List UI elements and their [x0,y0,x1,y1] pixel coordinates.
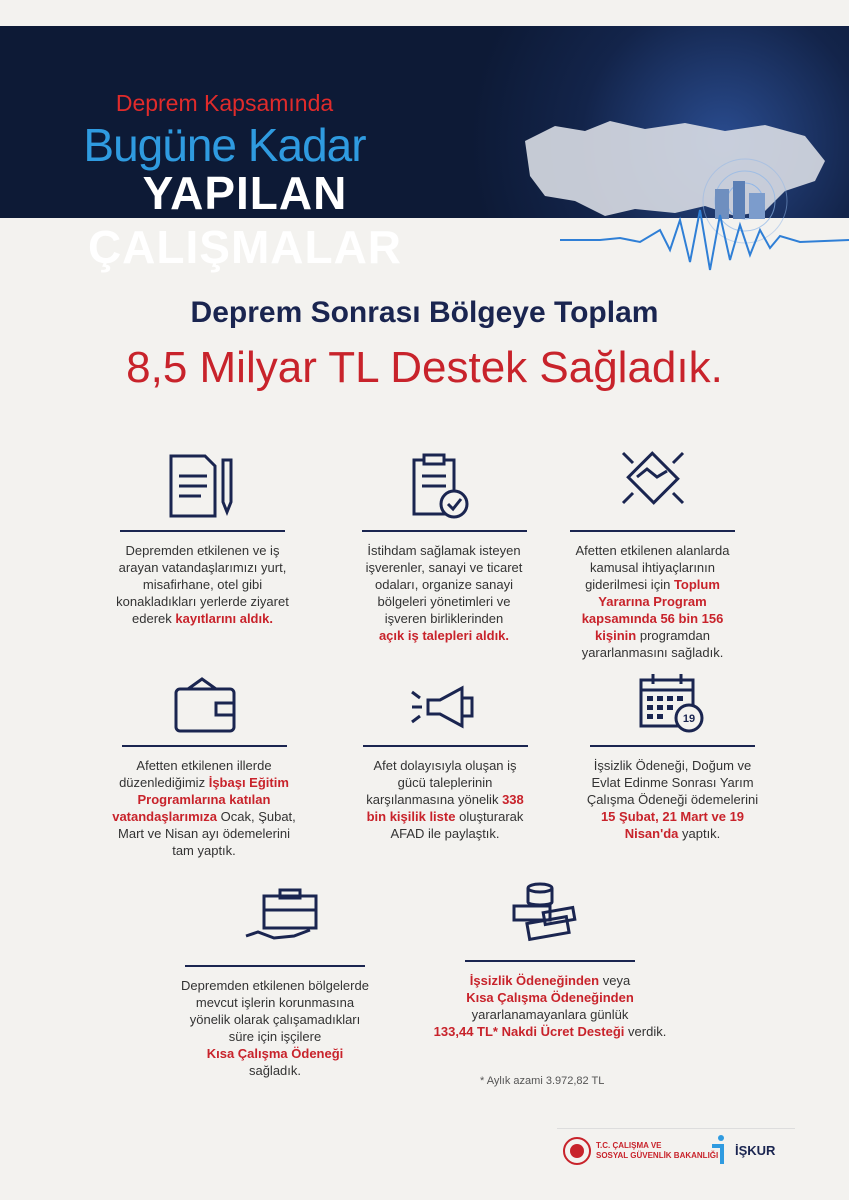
calendar-icon [637,672,705,734]
block-text-end: yaptık. [682,826,721,841]
block-text: İstihdam sağlamak isteyen işverenler, sanayi ve ticaret odaları, organize sanayi bölgeleri yönetimleri ve işveren birliklerinden [365,543,523,626]
block-text-2: yararlanamayanlara günlük [471,1007,629,1022]
clipboard-check-icon [408,452,472,522]
block-text: Depremden etkilenen bölgelerde mevcut işlerin korunmasına yönelik olarak çalışamadıkları süre için işçilere [181,978,369,1044]
iskur-name: İŞKUR [735,1143,776,1158]
block-text: Afetten etkilenen alanlarda kamusal ihtiyaçlarının giderilmesi için [575,543,730,592]
handshake-icon [617,447,689,509]
info-block-training-payments [110,745,298,859]
info-block-short-work [180,965,370,1079]
block-text: Depremden etkilenen ve iş arayan vatandaşlarımızı yurt, misafirhane, otel gibi konakladıkları yerlerde ziyaret ederek [116,543,289,626]
block-text-end: Ocak, Şubat, Mart ve Nisan ayı ödemelerini tam yaptık. [118,809,296,858]
block-text: veya [602,973,631,988]
block-text-end: sağladık. [248,1063,302,1078]
block-highlight: kayıtlarını aldık. [175,611,273,626]
block-highlight: 338 bin kişilik liste [366,792,524,824]
document-pen-icon [165,452,237,520]
info-block-cash-support [430,960,670,1040]
header-line3: YAPILAN ÇALIŞMALAR [87,167,403,273]
header-line1: Deprem Kapsamında [115,90,334,116]
block-highlight: 15 Şubat, 21 Mart ve 19 Nisan'da [600,809,745,841]
ministry-logo-icon [562,1136,592,1166]
block-highlight: İşsizlik Ödeneğinden [469,973,600,988]
block-highlight: açık iş talepleri aldık. [378,628,510,643]
megaphone-icon [410,682,476,732]
ministry-name: T.C. ÇALIŞMA VE SOSYAL GÜVENLİK BAKANLIĞI [596,1141,719,1160]
header-banner [0,26,849,273]
block-highlight: Toplum Yararına Program kapsamında 56 bin 156 kişinin [581,577,724,643]
block-text-end: verdik. [628,1024,667,1039]
footnote: * Aylık azami 3.972,82 TL [480,1075,605,1087]
calendar-day-number: 19 [682,713,696,725]
header-line2: Bugüne Kadar [83,119,366,171]
headline-amount: 8,5 Milyar TL Destek Sağladık. [126,343,723,392]
block-highlight-2: Kısa Çalışma Ödeneğinden [466,990,634,1005]
block-text: Afetten etkilenen illerde düzenlediğimiz [119,758,272,790]
block-highlight-3: 133,44 TL* Nakdi Ücret Desteği [433,1024,625,1039]
block-text: İşsizlik Ödeneği, Doğum ve Evlat Edinme Sonrası Yarım Çalışma Ödeneği ödemelerini [586,758,759,807]
info-block-job-demands [355,530,533,644]
info-block-community-program [565,530,740,661]
info-block-unemployment-payments [585,745,760,842]
iskur-logo-icon [708,1134,734,1166]
block-text: Afet dolayısıyla oluşan iş gücü taleplerinin karşılanmasına yönelik [366,758,517,807]
money-stack-icon [510,880,580,944]
block-text-end: oluşturarak AFAD ile paylaştık. [390,809,524,841]
seismic-wave-icon [0,200,849,280]
block-text-end: programdan yararlanmasını sağladık. [581,628,724,660]
headline-line1: Deprem Sonrası Bölgeye Toplam [190,296,659,329]
wallet-icon [172,675,240,735]
block-highlight: İşbaşı Eğitim Programlarına katılan vatandaşlarımıza [112,775,289,824]
block-highlight: Kısa Çalışma Ödeneği [206,1046,344,1061]
info-block-afad-list [360,745,530,842]
info-block-registrations [115,530,290,627]
briefcase-hand-icon [244,886,320,950]
